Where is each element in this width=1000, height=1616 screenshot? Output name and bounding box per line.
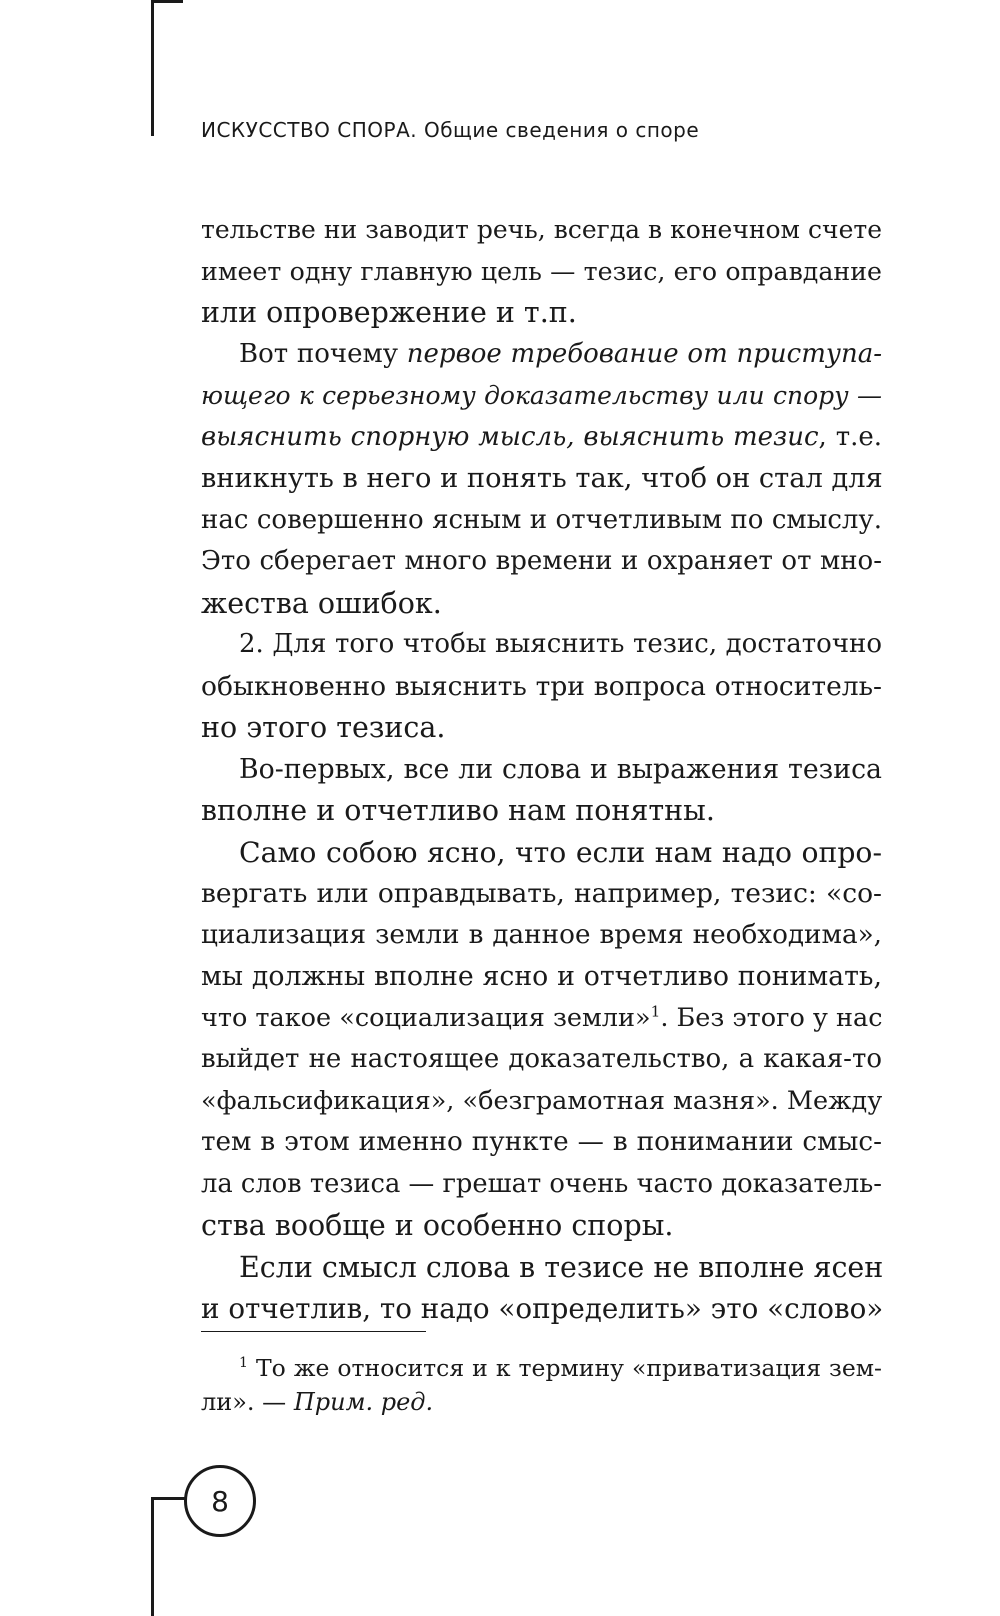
text-line: но этого тезиса. xyxy=(201,711,446,744)
text-line: или опровержение и т.п. xyxy=(201,296,577,329)
footnote xyxy=(201,1351,882,1419)
text-line: ла слов тезиса — грешат очень часто доказатель- xyxy=(201,1168,883,1199)
text-line: жества ошибок. xyxy=(201,586,442,620)
page-number: 8 xyxy=(184,1465,256,1537)
text-line: Это сберегает много времени и охраняет от мно- xyxy=(201,546,882,576)
text-line: выйдет не настоящее доказательство, а какая-то xyxy=(201,1044,882,1074)
text-line: вергать или оправдывать, например, тезис: «со- xyxy=(201,878,882,909)
text-line: тельстве ни заводит речь, всегда в конечном счете xyxy=(201,215,882,244)
bottom-left-horizontal-rule xyxy=(151,1497,187,1500)
text-line: «фальсификация», «безграмотная мазня». Между xyxy=(201,1085,883,1116)
text-line: что такое «социализация земли»$^1$. Без этого у нас xyxy=(201,1002,883,1033)
text-line: Вот почему первое требование от приступа- xyxy=(239,338,882,369)
text-line: имеет одну главную цель — тезис, его оправдание xyxy=(201,256,882,286)
footnote-line: ли». — Прим. ред. xyxy=(201,1388,434,1416)
footnote-separator xyxy=(201,1331,426,1332)
text-line: Во-первых, все ли слова и выражения тезиса xyxy=(239,753,882,785)
text-line: и отчетлив, то надо «определить» это «слово» xyxy=(201,1292,884,1325)
text-line: Если смысл слова в тезисе не вполне ясен xyxy=(239,1250,884,1284)
text-line: Само собою ясно, что если нам надо опро- xyxy=(239,835,882,869)
text-line: обыкновенно выяснить три вопроса относитель- xyxy=(201,670,882,702)
running-header xyxy=(201,118,699,142)
footnote-reference: 1 xyxy=(650,1002,661,1020)
text-line: циализация земли в данное время необходима», xyxy=(201,919,882,950)
footnote-line: $^1$ То же относится и к термину «приватизация зем- xyxy=(239,1354,882,1382)
text-line: ющего к серьезному доказательству или спору — xyxy=(201,381,882,410)
running-header-title: ИСКУССТВО СПОРА. xyxy=(201,118,418,142)
text-line: тем в этом именно пункте — в понимании смыс- xyxy=(201,1127,882,1157)
text-line: выяснить спорную мысль, выяснить тезис, т.е. xyxy=(201,421,882,452)
text-line: ства вообще и особенно споры. xyxy=(201,1209,674,1242)
text-line: вполне и отчетливо нам понятны. xyxy=(201,794,715,827)
bottom-left-vertical-rule xyxy=(151,1498,154,1616)
text-line: мы должны вполне ясно и отчетливо понимать, xyxy=(201,961,882,992)
text-line: вникнуть в него и понять так, чтоб он стал для xyxy=(201,463,883,494)
top-left-vertical-rule xyxy=(151,0,154,136)
text-line: нас совершенно ясным и отчетливым по смыслу. xyxy=(201,504,882,535)
top-left-horizontal-rule xyxy=(151,0,183,3)
footnote-marker: 1 xyxy=(239,1355,248,1372)
body-text xyxy=(201,209,882,1330)
text-line: 2. Для того чтобы выяснить тезис, достаточно xyxy=(239,629,882,659)
running-header-subtitle: Общие сведения о споре xyxy=(423,118,700,142)
